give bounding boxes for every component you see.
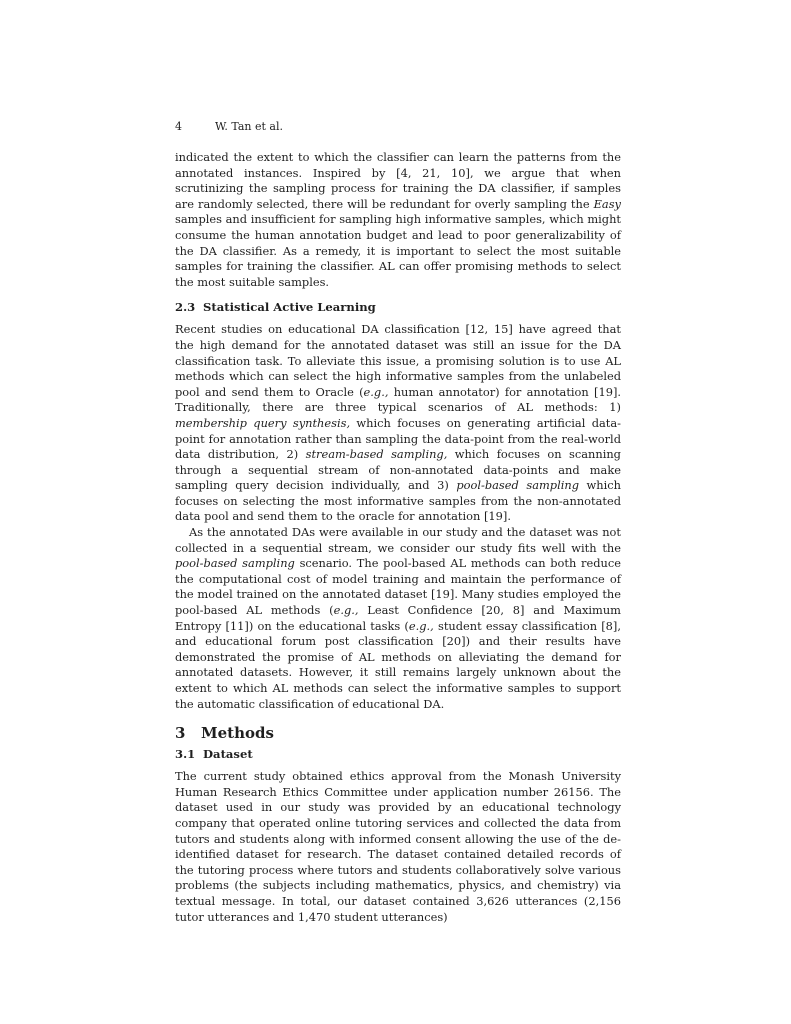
section-title: Dataset [203, 747, 253, 762]
section-2-3-paragraph-2: As the annotated DAs were available in our study and the dataset was not collected in a sequential stream, we consider our study fits well with the pool-based sampling scenario. The pool-based AL methods can both reduce the computational cost of model training and maintain the performance of the model trained on the annotated dataset [19]. Many studies employed the pool-based AL methods (e.g., Least Confidence [20, 8] and Maximum Entropy [11]) on the educational tasks (e.g., student essay classification [8], and educational forum post classification [20]) and their results have demonstrated the promise of AL methods on alleviating the demand for annotated datasets. However, it still remains largely unknown about the extent to which AL methods can select the informative samples to support the automatic classification of educational DA. [175, 525, 621, 711]
main-text [175, 150, 621, 925]
section-number: 2.3 [175, 300, 196, 315]
section-number: 3 [175, 724, 186, 743]
section-2-3-paragraph-1: Recent studies on educational DA classification [12, 15] have agreed that the high demand for the annotated dataset was still an issue for the DA classification task. To alleviate this issue, a promising solution is to use AL methods which can select the high informative samples from the unlabeled pool and send them to Oracle (e.g., human annotator) for annotation [19]. Traditionally, there are three typical scenarios of AL methods: 1) membership query synthesis, which focuses on generating artificial data-point for annotation rather than sampling the data-point from the real-world data distribution, 2) stream-based sampling, which focuses on scanning through a sequential stream of non-annotated data-points and make sampling query decision individually, and 3) pool-based sampling which focuses on selecting the most informative samples from the non-annotated data pool and send them to the oracle for annotation [19]. [175, 322, 622, 524]
section-number: 3.1 [175, 747, 196, 762]
section-title: Statistical Active Learning [203, 300, 376, 315]
intro-paragraph: indicated the extent to which the classifier can learn the patterns from the annotated instances. Inspired by [4, 21, 10], we argue that when scrutinizing the sampling process for training the DA classifier, if samples are randomly selected, there will be redundant for overly sampling the Easy samples and insufficient for sampling high informative samples, which might consume the human annotation budget and lead to poor generalizability of the DA classifier. As a remedy, it is important to select the most suitable samples for training the classifier. AL can offer promising methods to select the most suitable samples. [175, 150, 621, 289]
section-title: Methods [201, 724, 274, 743]
section-3-1-heading [175, 747, 621, 762]
section-2-3-heading [175, 300, 621, 315]
section-3-1-paragraph: The current study obtained ethics approval from the Monash University Human Research Ethics Committee under application number 26156. The dataset used in our study was provided by an educational technology company that operated online tutoring services and collected the data from tutors and students along with informed consent allowing the use of the de-identified dataset for research. The dataset contained detailed records of the tutoring process where tutors and students collaboratively solve various problems (the subjects including mathematics, physics, and chemistry) via textual message. In total, our dataset contained 3,626 utterances (2,156 tutor utterances and 1,470 student utterances) [175, 769, 621, 924]
page-number: 4 [175, 120, 182, 133]
running-authors: W. Tan et al. [215, 120, 283, 133]
section-3-heading [175, 724, 621, 742]
running-header [175, 120, 283, 134]
